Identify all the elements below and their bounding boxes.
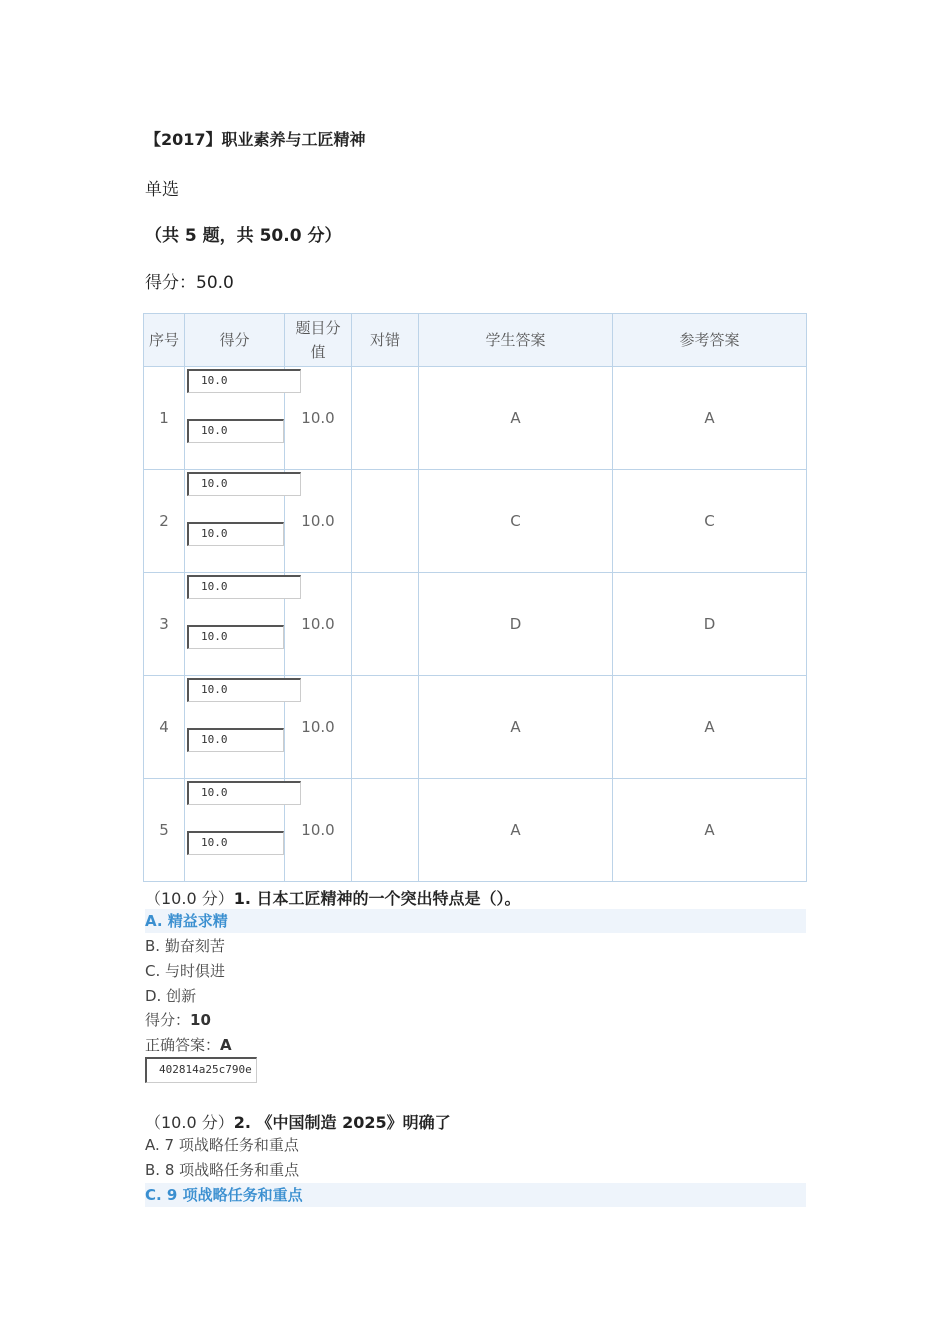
score-cell	[185, 470, 285, 573]
col-header-right: 对错	[352, 314, 419, 367]
score-input[interactable]: 10.0	[187, 781, 301, 805]
option-item[interactable]: D. 创新	[145, 987, 197, 1005]
col-header-student: 学生答案	[419, 314, 613, 367]
question-score	[145, 1009, 211, 1030]
score-value: 10	[190, 1011, 211, 1029]
option-item[interactable]: C. 与时俱进	[145, 962, 226, 980]
row-student-answer: A	[419, 779, 613, 882]
table-row	[144, 573, 807, 676]
option-item[interactable]: B. 8 项战略任务和重点	[145, 1161, 300, 1179]
option-item[interactable]: A. 7 项战略任务和重点	[145, 1136, 299, 1154]
row-student-answer: A	[419, 367, 613, 470]
row-student-answer: A	[419, 676, 613, 779]
row-no: 1	[144, 367, 185, 470]
col-header-value: 题目分值	[285, 314, 352, 367]
answer-value: A	[220, 1036, 232, 1054]
score-cell	[185, 367, 285, 470]
table-row	[144, 676, 807, 779]
row-reference-answer: A	[613, 779, 807, 882]
row-right	[352, 676, 419, 779]
score-input[interactable]: 10.0	[187, 419, 284, 443]
correct-answer	[145, 1034, 232, 1055]
score-table	[143, 313, 807, 882]
col-header-no: 序号	[144, 314, 185, 367]
col-header-score: 得分	[185, 314, 285, 367]
score-input[interactable]: 10.0	[187, 369, 301, 393]
score-input[interactable]: 10.0	[187, 831, 284, 855]
row-reference-answer: A	[613, 676, 807, 779]
page-title: 【2017】职业素养与工匠精神	[145, 130, 366, 149]
score-cell	[185, 573, 285, 676]
option-item[interactable]: A. 精益求精	[145, 909, 806, 933]
row-right	[352, 779, 419, 882]
score-input[interactable]: 10.0	[187, 728, 284, 752]
score-input[interactable]: 10.0	[187, 472, 301, 496]
score-input[interactable]: 10.0	[187, 625, 284, 649]
row-value: 10.0	[285, 573, 352, 676]
row-value: 10.0	[285, 779, 352, 882]
row-no: 5	[144, 779, 185, 882]
question-2-heading	[145, 1110, 451, 1133]
score-cell	[185, 779, 285, 882]
row-value: 10.0	[285, 676, 352, 779]
question-points: （10.0 分）	[145, 1113, 234, 1132]
question-text: 2. 《中国制造 2025》明确了	[233, 1113, 451, 1132]
score-input[interactable]: 10.0	[187, 522, 284, 546]
question-type: 单选	[145, 180, 179, 200]
row-reference-answer: D	[613, 573, 807, 676]
row-right	[352, 470, 419, 573]
row-no: 2	[144, 470, 185, 573]
row-right	[352, 573, 419, 676]
row-no: 3	[144, 573, 185, 676]
question-text: 1. 日本工匠精神的一个突出特点是（）。	[233, 889, 521, 908]
row-student-answer: C	[419, 470, 613, 573]
row-reference-answer: A	[613, 367, 807, 470]
answer-label: 正确答案：	[145, 1036, 221, 1054]
table-row	[144, 470, 807, 573]
question-points: （10.0 分）	[145, 889, 234, 908]
row-value: 10.0	[285, 367, 352, 470]
row-right	[352, 367, 419, 470]
row-value: 10.0	[285, 470, 352, 573]
table-header-row	[144, 314, 807, 367]
table-row	[144, 779, 807, 882]
table-row	[144, 367, 807, 470]
score-label: 得分：	[145, 1011, 191, 1029]
question-id-field[interactable]: 402814a25c790e	[145, 1057, 257, 1083]
row-reference-answer: C	[613, 470, 807, 573]
option-item[interactable]: B. 勤奋刻苦	[145, 937, 225, 955]
row-no: 4	[144, 676, 185, 779]
question-1-heading	[145, 886, 521, 909]
quiz-summary: （共 5 题，共 50.0 分）	[145, 226, 342, 246]
row-student-answer: D	[419, 573, 613, 676]
option-item[interactable]: C. 9 项战略任务和重点	[145, 1183, 806, 1207]
score-cell	[185, 676, 285, 779]
score-input[interactable]: 10.0	[187, 575, 301, 599]
col-header-reference: 参考答案	[613, 314, 807, 367]
score-input[interactable]: 10.0	[187, 678, 301, 702]
total-score: 得分：50.0	[145, 273, 234, 293]
